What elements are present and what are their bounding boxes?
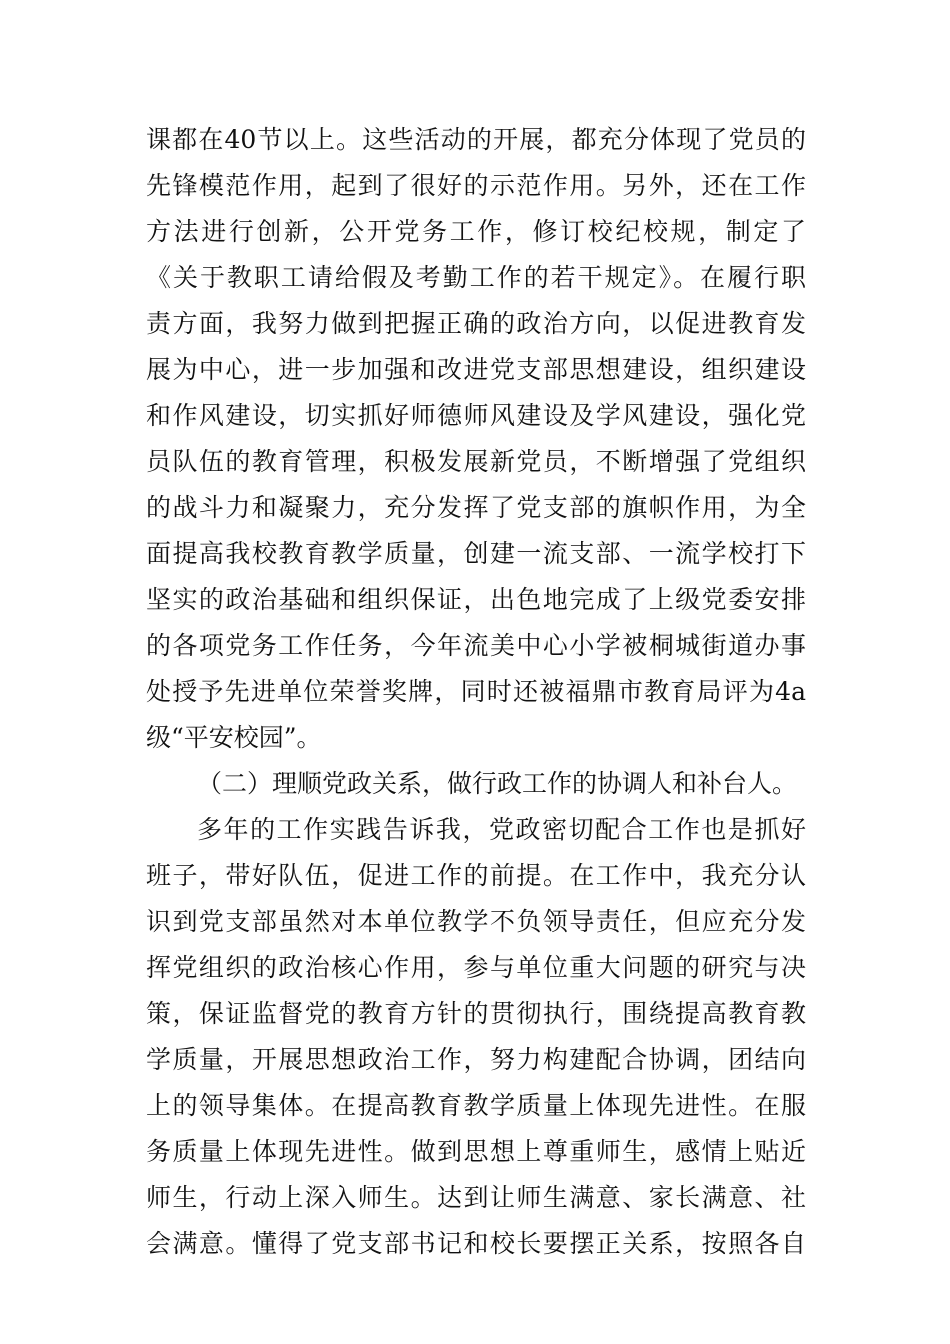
- text-line: 展为中心，进一步加强和改进党支部思想建设，组织建设: [146, 355, 806, 384]
- text-line: 策，保证监督党的教育方针的贯彻执行，围绕提高教育教: [146, 999, 806, 1028]
- text-line: 会满意。懂得了党支部书记和校长要摆正关系，按照各自: [146, 1229, 806, 1258]
- text-line: 挥党组织的政治核心作用，参与单位重大问题的研究与决: [146, 953, 806, 982]
- text-line: 师生，行动上深入师生。达到让师生满意、家长满意、社: [146, 1183, 806, 1212]
- text-line: 学质量，开展思想政治工作，努力构建配合协调，团结向: [146, 1045, 806, 1074]
- text-line: 方法进行创新，公开党务工作，修订校纪校规，制定了: [146, 217, 806, 246]
- text-line: 务质量上体现先进性。做到思想上尊重师生，感情上贴近: [146, 1137, 806, 1166]
- text-line: 的各项党务工作任务，今年流美中心小学被桐城街道办事: [146, 631, 806, 660]
- text-line: 课都在40节以上。这些活动的开展，都充分体现了党员的: [146, 125, 806, 154]
- text-line: 先锋模范作用，起到了很好的示范作用。另外，还在工作: [146, 171, 806, 200]
- text-line: 的战斗力和凝聚力，充分发挥了党支部的旗帜作用，为全: [146, 493, 806, 522]
- text-line: 面提高我校教育教学质量，创建一流支部、一流学校打下: [146, 539, 806, 568]
- text-line: 员队伍的教育管理，积极发展新党员，不断增强了党组织: [146, 447, 806, 476]
- text-line: 坚实的政治基础和组织保证，出色地完成了上级党委安排: [146, 585, 806, 614]
- text-line: 责方面，我努力做到把握正确的政治方向，以促进教育发: [146, 309, 806, 338]
- text-line: 上的领导集体。在提高教育教学质量上体现先进性。在服: [146, 1091, 806, 1120]
- section-heading: （二）理顺党政关系，做行政工作的协调人和补台人。: [197, 769, 798, 798]
- text-line: 级“平安校园”。: [146, 723, 322, 752]
- text-line: 和作风建设，切实抓好师德师风建设及学风建设，强化党: [146, 401, 806, 430]
- text-line: 班子，带好队伍，促进工作的前提。在工作中，我充分认: [146, 861, 806, 890]
- text-line: 《关于教职工请给假及考勤工作的若干规定》。在履行职: [146, 263, 806, 292]
- text-line: 处授予先进单位荣誉奖牌，同时还被福鼎市教育局评为4a: [146, 677, 806, 706]
- text-line: 识到党支部虽然对本单位教学不负领导责任，但应充分发: [146, 907, 806, 936]
- paragraph-first-line: 多年的工作实践告诉我，党政密切配合工作也是抓好: [197, 815, 806, 844]
